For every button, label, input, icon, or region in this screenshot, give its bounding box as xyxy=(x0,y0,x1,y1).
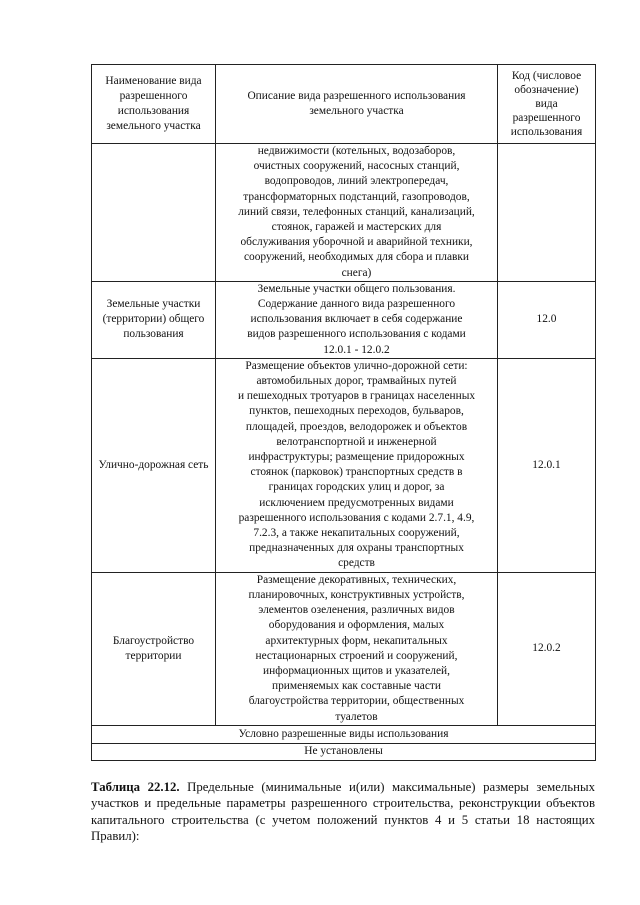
header-code: Код (числовое обозначение) вида разрешенного использования xyxy=(498,65,596,144)
header-description: Описание вида разрешенного использования земельного участка xyxy=(216,65,498,144)
row-name xyxy=(92,144,216,282)
section-value: Не установлены xyxy=(92,743,596,760)
row-description: недвижимости (котельных, водозаборов, очистных сооружений, насосных станций, водопроводов, линий электропередач, трансформаторных подстанций, газопроводов, линий связи, телефонных станций, канализаций, стоянок, гаражей и мастерских для обслуживания уборочной и аварийной техники, сооружений, необходимых для сбора и плавки снега) xyxy=(216,144,498,282)
caption-text: Предельные (минимальные и(или) максимальные) размеры земельных участков и предельные параметры разрешенного строительства, реконструкции объектов капитального строительства (с учетом положений пунктов 4 и 5 статьи 18 настоящих Правил): xyxy=(91,779,595,844)
row-name: Улично-дорожная сеть xyxy=(92,358,216,572)
table-row xyxy=(92,144,596,282)
table-row xyxy=(92,572,596,725)
row-name: Благоустройство территории xyxy=(92,572,216,725)
row-description: Земельные участки общего пользования. Содержание данного вида разрешенного использования включает в себя содержание видов разрешенного использования с кодами 12.0.1 - 12.0.2 xyxy=(216,281,498,358)
row-name: Земельные участки (территории) общего пользования xyxy=(92,281,216,358)
land-use-table xyxy=(91,64,596,761)
table-row xyxy=(92,281,596,358)
table-caption xyxy=(91,779,595,845)
row-description: Размещение декоративных, технических, планировочных, конструктивных устройств, элементов озеленения, различных видов оборудования и оформления, малых архитектурных форм, некапитальных нестационарных строений и сооружений, информационных щитов и указателей, применяемых как составные части благоустройства территории, общественных туалетов xyxy=(216,572,498,725)
caption-label: Таблица 22.12. xyxy=(91,779,180,794)
row-description: Размещение объектов улично-дорожной сети: автомобильных дорог, трамвайных путей и пешеходных тротуаров в границах населенных пунктов, пешеходных переходов, бульваров, площадей, проездов, велодорожек и объектов велотранспортной и инженерной инфраструктуры; размещение придорожных стоянок (парковок) транспортных средств в границах городских улиц и дорог, за исключением предусмотренных видами разрешенного использования с кодами 2.7.1, 4.9, 7.2.3, а также некапитальных сооружений, предназначенных для охраны транспортных средств xyxy=(216,358,498,572)
row-code xyxy=(498,144,596,282)
row-code: 12.0.2 xyxy=(498,572,596,725)
section-title-row xyxy=(92,725,596,743)
row-code: 12.0.1 xyxy=(498,358,596,572)
section-value-row xyxy=(92,743,596,760)
table-row xyxy=(92,358,596,572)
header-name: Наименование вида разрешенного использования земельного участка xyxy=(92,65,216,144)
row-code: 12.0 xyxy=(498,281,596,358)
section-title: Условно разрешенные виды использования xyxy=(92,725,596,743)
table-header-row xyxy=(92,65,596,144)
